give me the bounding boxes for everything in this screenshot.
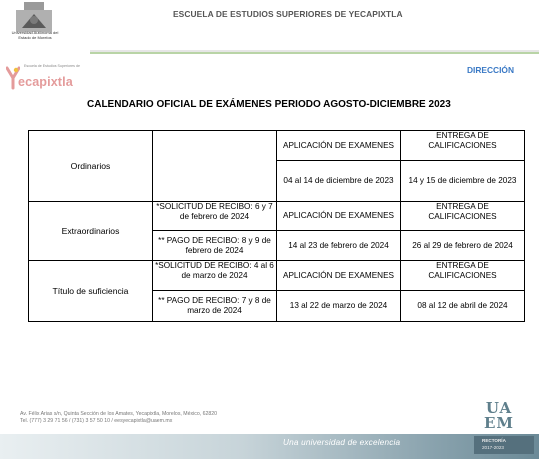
header-divider-accent: [90, 52, 539, 54]
aplicacion-header: APLICACIÓN DE EXAMENES: [277, 261, 401, 291]
aplicacion-header: APLICACIÓN DE EXAMENES: [277, 202, 401, 231]
solicitud-recibo: *SOLICITUD DE RECIBO: 6 y 7 de febrero de 2024: [153, 202, 277, 231]
address-line-2: Tel. (777) 3 29 71 56 / (731) 3 57 50 10 / eesyecapixtla@uaem.mx: [20, 418, 173, 424]
table-row: [29, 131, 525, 161]
footer-motto: Una universidad de excelencia: [283, 438, 401, 447]
yecapixtla-logo-word: ecapixtla: [18, 75, 73, 89]
uaem-wordmark-logo: [477, 401, 521, 435]
rectoria-title: RECTORÍA: [482, 438, 506, 443]
uaem-seal-caption: [2, 30, 68, 40]
solicitud-recibo: *SOLICITUD DE RECIBO: 4 al 6 de marzo de 2024: [153, 261, 277, 291]
entrega-fecha: 14 y 15 de diciembre de 2023: [401, 161, 525, 202]
footer-address: [20, 411, 217, 425]
entrega-header: ENTREGA DE CALIFICACIONES: [401, 202, 525, 231]
aplicacion-fecha: 14 al 23 de febrero de 2024: [277, 231, 401, 261]
uaem-wordmark-top: UA: [485, 399, 513, 417]
entrega-fecha: 26 al 29 de febrero de 2024: [401, 231, 525, 261]
footer-band: [0, 434, 539, 459]
department-label: DIRECCIÓN: [467, 65, 514, 75]
yecapixtla-logo-subtitle: Escuela de Estudios Superiores de: [24, 64, 80, 68]
aplicacion-fecha: 13 al 22 de marzo de 2024: [277, 291, 401, 322]
rectoria-years: 2017-2023: [482, 445, 504, 450]
entrega-header: ENTREGA DE CALIFICACIONES: [401, 261, 525, 291]
school-title: ESCUELA DE ESTUDIOS SUPERIORES DE YECAPIXTLA: [173, 9, 403, 19]
table-row: [29, 261, 525, 291]
pago-recibo: ** PAGO DE RECIBO: 8 y 9 de febrero de 2024: [153, 231, 277, 261]
aplicacion-header: APLICACIÓN DE EXAMENES: [277, 131, 401, 161]
calendar-title: CALENDARIO OFICIAL DE EXÁMENES PERIODO AGOSTO-DICIEMBRE 2023: [87, 99, 451, 110]
pago-recibo: ** PAGO DE RECIBO: 7 y 8 de marzo de 2024: [153, 291, 277, 322]
row-label-ordinarios: Ordinarios: [29, 131, 153, 202]
aplicacion-fecha: 04 al 14 de diciembre de 2023: [277, 161, 401, 202]
exam-calendar-table: [28, 130, 525, 322]
table-row: [29, 202, 525, 231]
uaem-wordmark-bottom: EM: [483, 414, 515, 432]
uaem-caption-line-1: Universidad Autónoma del: [11, 30, 59, 35]
entrega-fecha: 08 al 12 de abril de 2024: [401, 291, 525, 322]
row-label-extraordinarios: Extraordinarios: [29, 202, 153, 261]
address-line-1: Av. Félix Arias s/n, Quinta Sección de los Amates, Yecapixtla, Morelos, México, 62820: [20, 411, 218, 417]
uaem-caption-line-2: Estado de Morelos: [18, 35, 52, 40]
entrega-header: ENTREGA DE CALIFICACIONES: [401, 131, 525, 161]
empty-cell: [153, 131, 277, 202]
row-label-suficiencia: Título de suficiencia: [29, 261, 153, 322]
